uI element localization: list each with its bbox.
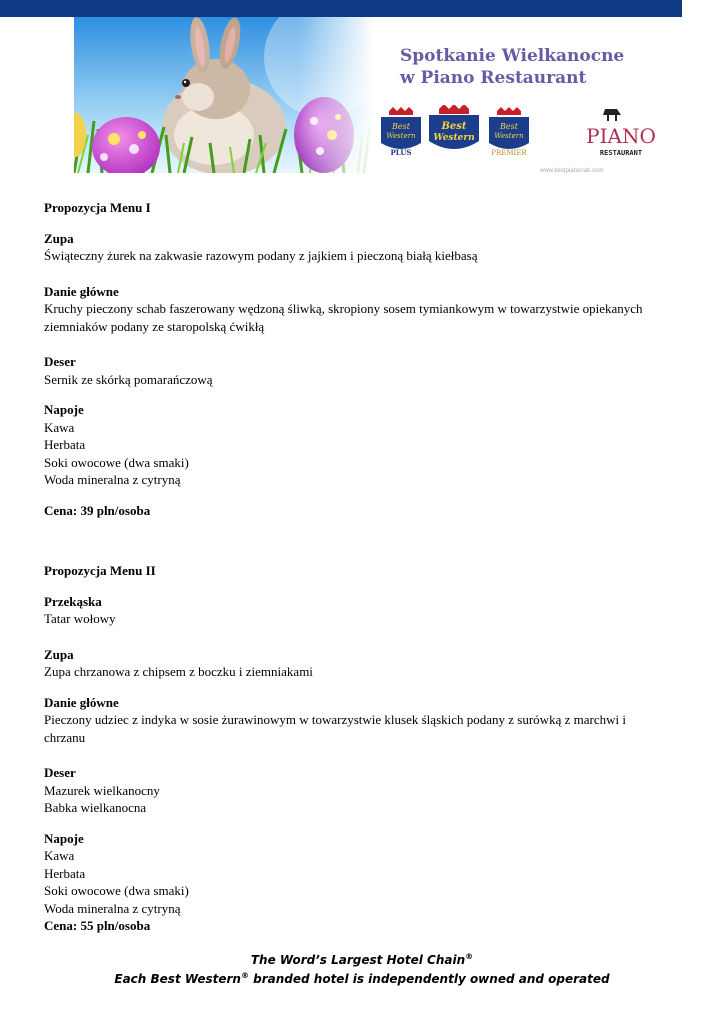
logo-piano-sub: RESTAURANT [599,149,643,157]
menu2-main-heading: Danie główne [44,694,119,710]
banner-title-line-1: Spotkanie Wielkanocne [400,46,625,66]
logo-plus-best: Best [392,122,410,131]
logo-premier-best: Best [500,122,518,131]
logo-premier-western: Western [494,132,524,140]
banner-url: www.bestpianonab.com [540,168,604,174]
menu1-dessert: Sernik ze skórką pomarańczową [44,371,213,387]
menu2-drink-item: Kawa [44,848,75,863]
menu1-main-line-1: Kruchy pieczony schab faszerowany wędzoną śliwką, skropiony sosem tymiankowym w towarzystwie opiekanych [44,301,643,316]
best-western-plus-logo [381,107,421,157]
footer-brand: Each Best Western [114,972,241,986]
menu2-dessert-item: Mazurek wielkanocny [44,782,160,798]
piano-restaurant-logo [586,109,656,157]
menu2-drinks-heading: Napoje [44,830,84,846]
banner-title-line-2: w Piano Restaurant [400,68,587,88]
menu1-title: Propozycja Menu I [44,200,151,215]
top-color-bar [0,0,682,17]
footer-disclaimer: branded hotel is independently owned and operated [248,972,610,986]
logo-premier-sub: PREMIER [491,149,527,157]
menu2-main-line-2: chrzanu [44,729,86,745]
logo-main-best: Best [441,121,467,132]
hotel-logos [377,105,657,165]
best-western-logo [429,105,479,149]
registered-mark: ® [465,952,474,961]
menu1-drink-item: Herbata [44,437,86,452]
menu1-soup: Świąteczny żurek na zakwasie razowym podany z jajkiem i pieczoną białą kiełbasą [44,248,478,263]
menu1-dessert-heading: Deser [44,354,76,369]
best-western-premier-logo [489,107,529,157]
easter-bunny-photo [74,17,374,173]
page-footer [0,949,724,987]
footer-line-1 [0,949,724,968]
menu1-soup-heading: Zupa [44,230,74,246]
menu2-soup-heading: Zupa [44,646,74,662]
menu2-soup: Zupa chrzanowa z chipsem z boczku i ziemniakami [44,664,313,679]
menu2-dessert-item: Babka wielkanocna [44,800,147,815]
menu1-price: Cena: 39 pln/osoba [44,502,151,518]
menu2-drink-item: Herbata [44,865,86,881]
logo-main-western: Western [433,133,475,143]
logo-plus-sub: PLUS [390,148,412,157]
header-banner [74,17,660,173]
footer-tagline: The Word’s Largest Hotel Chain [250,953,466,967]
logo-plus-western: Western [386,132,416,140]
menu1-drinks-heading: Napoje [44,402,84,417]
menu2-drink-item: Soki owocowe (dwa smaki) [44,883,189,898]
menu1-drink-item: Kawa [44,419,75,435]
registered-mark: ® [240,971,249,980]
menu1-main-line-2: ziemniaków podany ze staropolską ćwikłą [44,318,265,334]
logo-piano: PIANO [586,124,656,148]
menu2-title: Propozycja Menu II [44,563,156,578]
menu2-price: Cena: 55 pln/osoba [44,918,151,933]
menu-content [44,199,674,935]
menu2-starter: Tatar wołowy [44,611,116,626]
menu2-drink-item: Woda mineralna z cytryną [44,900,181,916]
menu1-drink-item: Woda mineralna z cytryną [44,472,181,487]
menu2-starter-heading: Przekąska [44,593,102,609]
menu2-dessert-heading: Deser [44,765,76,780]
menu1-drink-item: Soki owocowe (dwa smaki) [44,454,189,470]
menu2-main-line-1: Pieczony udziec z indyka w sosie żurawinowym w towarzystwie klusek śląskich podany z surówką z marchwi i [44,712,626,727]
footer-line-2 [0,968,724,987]
menu1-main-heading: Danie główne [44,283,119,299]
banner-title [400,45,650,89]
